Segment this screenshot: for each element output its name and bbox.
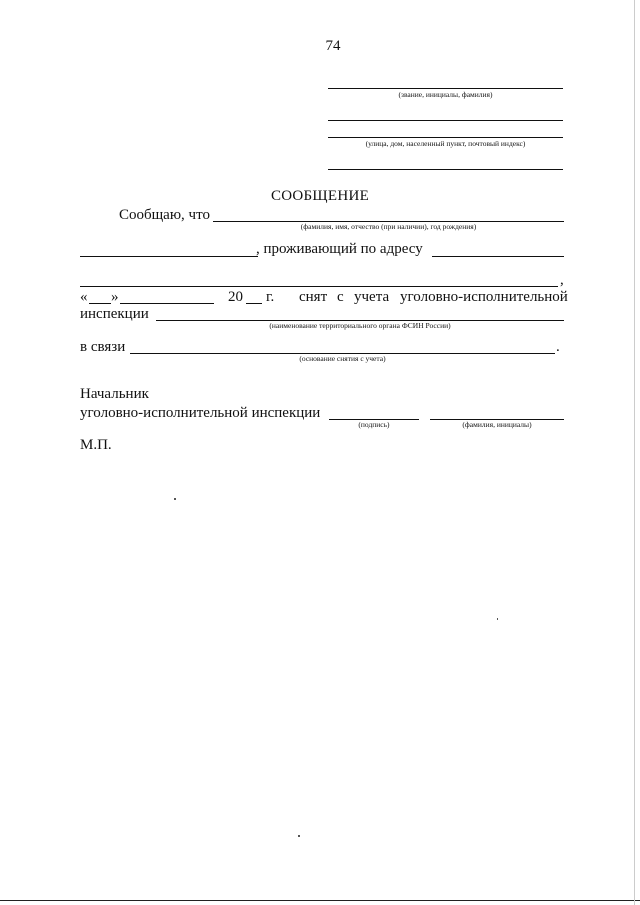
address-line-1[interactable] <box>432 256 564 257</box>
scan-speck <box>497 618 498 620</box>
addressee-line-4[interactable] <box>328 169 563 170</box>
addressee-address-caption: (улица, дом, населенный пункт, почтовый индекс) <box>365 139 526 148</box>
month-line[interactable] <box>120 303 214 304</box>
addressee-address-line[interactable] <box>328 137 563 138</box>
page-right-edge <box>634 0 635 905</box>
scan-speck <box>298 835 300 837</box>
residing-text: , проживающий по адресу <box>256 241 423 257</box>
year-suffix: г. <box>266 289 275 305</box>
reason-caption: (основание снятия с учета) <box>299 354 386 363</box>
territorial-body-caption: (наименование территориального органа ФСИН России) <box>269 321 451 330</box>
ucheta-word: учета <box>354 289 390 305</box>
scan-speck <box>174 498 176 500</box>
uii-word: уголовно-исполнительной <box>400 289 568 305</box>
day-line[interactable] <box>89 303 111 304</box>
person-line-2[interactable] <box>80 256 258 257</box>
inspection-text: инспекции <box>80 306 149 322</box>
year-line[interactable] <box>246 303 262 304</box>
removed-word: снят <box>299 289 328 305</box>
head-org: уголовно-исполнительной инспекции <box>80 405 321 421</box>
quote-close: » <box>111 289 119 305</box>
page-number: 74 <box>325 38 341 54</box>
page-bottom-edge <box>0 900 640 901</box>
head-title: Начальник <box>80 386 149 402</box>
addressee-rank-name-caption: (звание, инициалы, фамилия) <box>398 90 493 99</box>
document-title: СООБЩЕНИЕ <box>270 188 370 204</box>
year-prefix: 20 <box>228 289 243 305</box>
head-name-caption: (фамилия, инициалы) <box>462 420 532 429</box>
addressee-rank-name-line[interactable] <box>328 88 563 89</box>
inform-text: Сообщаю, что <box>119 207 210 223</box>
address-line-2[interactable] <box>80 286 558 287</box>
address-comma: , <box>560 272 564 288</box>
signature-caption: (подпись) <box>358 420 390 429</box>
reason-period: . <box>556 339 560 355</box>
seal-mark: М.П. <box>80 437 112 453</box>
preposition-s: с <box>337 289 344 305</box>
reason-text: в связи <box>80 339 126 355</box>
addressee-line-2[interactable] <box>328 120 563 121</box>
quote-open: « <box>80 289 88 305</box>
person-caption: (фамилия, имя, отчество (при наличии), год рождения) <box>300 222 477 231</box>
